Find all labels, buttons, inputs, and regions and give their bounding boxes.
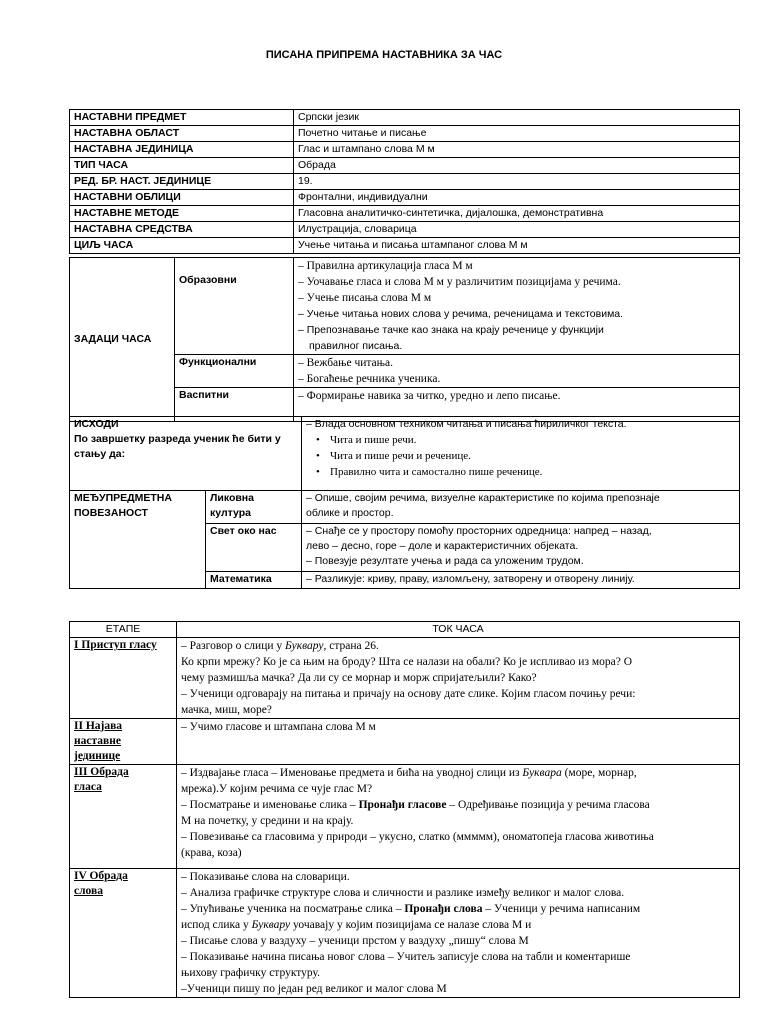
info-label: РЕД. БР. НАСТ. ЈЕДИНИЦЕ [70,174,294,190]
info-row [70,222,740,238]
info-row [70,126,740,142]
correlation-content: – Снађе се у простору помоћу просторних одредница: напред – назад, лево – десно, горе – доле и карактеристичних објеката. – Повезује резултате учења и рада са уложеним трудом. [302,524,740,572]
info-value: Гласовна аналитичко-синтетичка, дијалошка, демонстративна [294,206,740,222]
info-value: Обрада [294,158,740,174]
info-value: Српски језик [294,110,740,126]
info-row [70,158,740,174]
funkcionalni-label: Функционални [175,355,294,388]
info-row [70,238,740,254]
funkcionalni-content: – Вежбање читања. – Богаћење речника ученика. [294,355,740,388]
correlation-subject: Свет око нас [206,524,302,572]
correlation-subject: Ликовна култура [206,491,302,524]
lesson-flow-table [69,621,740,998]
info-value: Почетно читање и писање [294,126,740,142]
info-value: Фронтални, индивидуални [294,190,740,206]
info-value: Илустрација, словарица [294,222,740,238]
info-row [70,190,740,206]
vaspitni-label: Васпитни [175,388,294,422]
stages-header: ЕТАПЕ [70,622,177,638]
correlation-content: – Разликује: криву, праву, изломљену, затворену и отворену линију. [302,572,740,589]
info-label: НАСТАВНИ ПРЕДМЕТ [70,110,294,126]
lesson-tasks-table [69,257,740,422]
flow-header: ТОК ЧАСА [177,622,740,638]
info-row [70,142,740,158]
stage-name: II Најава наставне јединице [70,719,177,765]
info-value: Учење читања и писања штампаног слова М м [294,238,740,254]
info-value: Глас и штампано слова М м [294,142,740,158]
obrazovni-content: – Правилна артикулација гласа М м – Уочавање гласа и слова М м у различитим позицијама у речима. – Учење писања слова М м – Учење читања нових слова у речима, реченицама и текстовима. – Препознавање тачке као знака на крају реченице у функцији правилног писања. [294,258,740,355]
info-value: 19. [294,174,740,190]
outcomes-label-cell: ИСХОДИ По завршетку разреда ученик ће бити у стању да: [70,417,302,491]
outcomes-table [69,416,740,491]
info-label: НАСТАВНЕ МЕТОДЕ [70,206,294,222]
info-label: НАСТАВНА ЈЕДИНИЦА [70,142,294,158]
info-label: ЦИЉ ЧАСА [70,238,294,254]
outcomes-label: ИСХОДИ [74,418,119,430]
correlation-content: – Опише, својим речима, визуелне карактеристике по којима препознаје облике и простор. [302,491,740,524]
stage-content: – Издвајање гласа – Именовање предмета и бића на уводној слици из Буквара (море, морнар, мрежа).У којим речима се чује глас М? – Посматрање и именовање слика – Пронађи гласове – Одређивање позиција у речима гласова М на почетку, у средини и на крају. – Повезивање са гласовима у природи – укусно, слатко (ммммм), ономатопеја гласова животиња (крава, коза) [177,765,740,869]
info-label: НАСТАВНА ОБЛАСТ [70,126,294,142]
stage-name: III Обрада гласа [70,765,177,869]
outcome-bullet: • Правилно чита и самостално пише реченице. [306,464,735,480]
page-title: ПИСАНА ПРИПРЕМА НАСТАВНИКА ЗА ЧАС [265,49,503,61]
stage-name: I Приступ гласу [70,638,177,719]
correlation-label: МЕЂУПРЕДМЕТНА ПОВЕЗАНОСТ [70,491,206,589]
info-row [70,206,740,222]
correlation-table [69,490,740,589]
tasks-label: ЗАДАЦИ ЧАСА [70,258,175,422]
lesson-info-table [69,109,740,254]
stage-content: – Разговор о слици у Буквару, страна 26. Ко крпи мрежу? Ко је са њим на броду? Шта се налази на обали? Ко је испливао из мора? О чему размишља мачка? Да ли су се морнар и морж спријатељили? Како? – Ученици одговарају на питања и причају на основу дате слике. Којим гласом почињу речи: мачка, миш, море? [177,638,740,719]
info-label: НАСТАВНА СРЕДСТВА [70,222,294,238]
stage-content: – Учимо гласове и штампана слова М м [177,719,740,765]
info-label: НАСТАВНИ ОБЛИЦИ [70,190,294,206]
stage-name: IV Обрада слова [70,869,177,998]
outcome-bullet: • Чита и пише речи. [306,432,735,448]
obrazovni-label: Образовни [175,258,294,355]
vaspitni-content: – Формирање навика за читко, уредно и лепо писање. [294,388,740,422]
stage-content: – Показивање слова на словарици. – Анализа графичке структуре слова и сличности и разлике између великог и малог слова. – Упућивање ученика на посматрање слика – Пронађи слова – Ученици у речима написаним испод слика у Буквару уочавају у којим позицијама се налазе слова М и – Писање слова у ваздуху – ученици прстом у ваздуху „пишу“ слова М – Показивање начина писања новог слова – Учитељ записује слова на табли и коментарише њихову графичку структуру. –Ученици пишу по један ред великог и малог слова М [177,869,740,998]
outcomes-content: – Влада основном техником читања и писања ћириличког текста. • Чита и пише речи. • Чита и пише речи и реченице. • Правилно чита и самостално пише реченице. [302,417,740,491]
info-row [70,110,740,126]
outcome-bullet: • Чита и пише речи и реченице. [306,448,735,464]
correlation-subject: Математика [206,572,302,589]
info-label: ТИП ЧАСА [70,158,294,174]
info-row [70,174,740,190]
